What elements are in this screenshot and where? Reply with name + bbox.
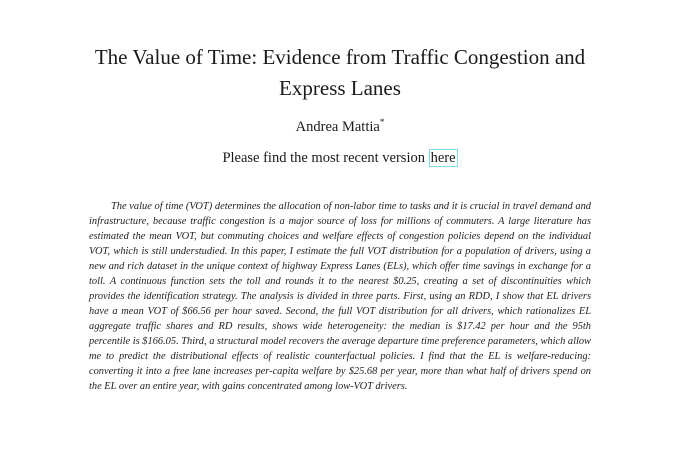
author-line [0, 118, 680, 136]
recent-version-link[interactable]: here [430, 150, 456, 166]
abstract-text: The value of time (VOT) determines the allocation of non-labor time to tasks and it is crucial in travel demand and infrastructure, because traffic congestion is a major source of loss for millions of commuters. A large literature has estimated the mean VOT, but commuting choices and welfare effects of congestion policies depend on the individual VOT, which is still understudied. In this paper, I estimate the full VOT distribution for a population of drivers, using a new and rich dataset in the unique context of highway Express Lanes (ELs), which offer time savings in exchange for a toll. A continuous function sets the toll and rounds it to the nearest $0.25, creating a set of discontinuities which provides the identification strategy. The analysis is divided in three parts. First, using an RDD, I show that EL drivers have a mean VOT of $66.56 per hour saved. Second, the full VOT distribution for all drivers, which rationalizes EL aggregate traffic shares and RD results, shows wide heterogeneity: the median is $17.42 per hour and the 95th percentile is $166.05. Third, a structural model recovers the average departure time preference parameters, which allow me to predict the distributional effects of realistic counterfactual policies. I find that the EL is welfare-reducing: converting it into a free lane increases per-capita welfare by $25.68 per year, more than what half of drivers spend on the EL over an entire year, with gains concentrated among low-VOT drivers. [89, 201, 591, 392]
version-text: Please find the most recent version [222, 150, 429, 166]
author-footnote-mark[interactable]: * [379, 117, 385, 128]
author-name: Andrea Mattia [295, 119, 380, 135]
paper-title: The Value of Time: Evidence from Traffic Congestion and Express Lanes [94, 45, 586, 100]
recent-version-line [0, 148, 680, 168]
